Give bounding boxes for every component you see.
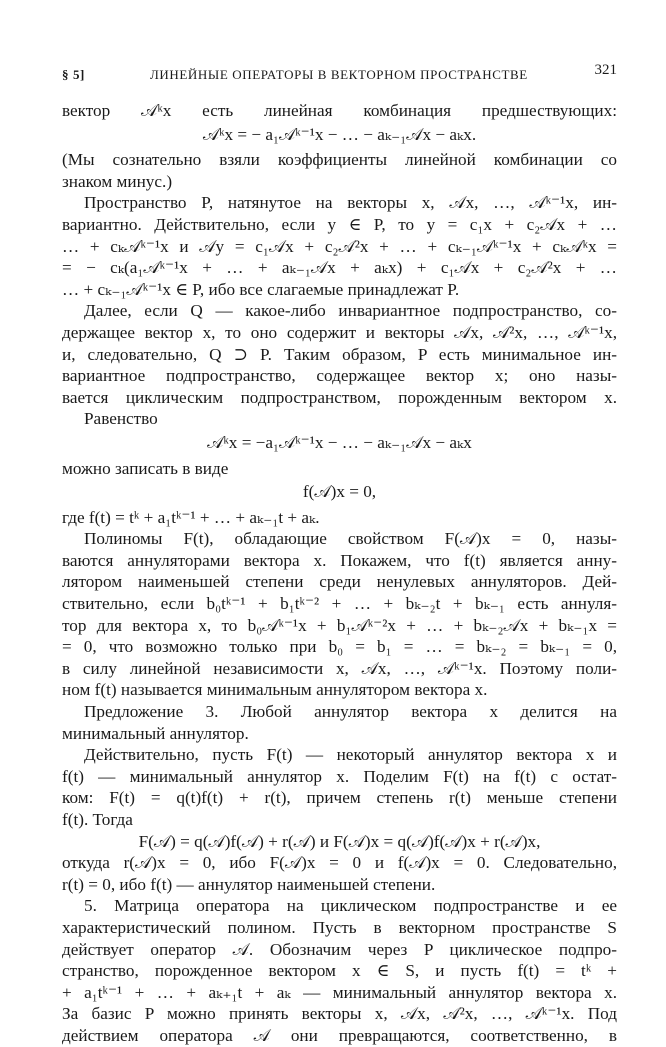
- text-line: ваются аннуляторами вектора x. Покажем, что f(t) является анну-: [62, 550, 617, 570]
- text-line: откуда r(𝒜)x = 0, ибо F(𝒜)x = 0 и f(𝒜)x = 0. Следовательно,: [62, 853, 617, 873]
- formula: 𝒜ᵏx = − a₁𝒜ᵏ⁻¹x − … − aₖ₋₁𝒜x − aₖx.: [202, 124, 477, 144]
- text-line: = 0, что возможно только при b₀ = b₁ = … = bₖ₋₂ = bₖ₋₁ = 0,: [62, 637, 617, 657]
- text-line: тор для вектора x, то b₀𝒜ᵏ⁻¹x + b₁𝒜ᵏ⁻²x + … + bₖ₋₂𝒜x + bₖ₋₁x =: [62, 615, 617, 635]
- text-line: Полиномы F(t), обладающие свойством F(𝒜)x = 0, назы-: [84, 529, 617, 549]
- formula: f(𝒜)x = 0,: [302, 482, 377, 502]
- text-line: и, следовательно, Q ⊃ P. Таким образом, P есть минимальное ин-: [62, 344, 617, 364]
- text-line: За базис P можно принять векторы x, 𝒜x, 𝒜²x, …, 𝒜ᵏ⁻¹x. Под: [62, 1004, 617, 1024]
- text-line: действием оператора 𝒜 они превращаются, соответственно, в: [62, 1025, 617, 1045]
- text-line: странство, порожденное вектором x ∈ S, и пусть f(t) = tᵏ +: [62, 961, 617, 981]
- text-line: Пространство P, натянутое на векторы x, 𝒜x, …, 𝒜ᵏ⁻¹x, ин-: [84, 193, 617, 213]
- formula: 𝒜ᵏx = −a₁𝒜ᵏ⁻¹x − … − aₖ₋₁𝒜x − aₖx: [207, 432, 472, 452]
- running-title: ЛИНЕЙНЫЕ ОПЕРАТОРЫ В ВЕКТОРНОМ ПРОСТРАНСТВЕ: [150, 67, 528, 82]
- text-line: характеристический полином. Пусть в векторном пространстве S: [62, 917, 617, 937]
- proposition-line: Предложение 3. Любой аннулятор вектора x делится на: [84, 702, 617, 722]
- text-line: держащее вектор x, то оно содержит и векторы 𝒜x, 𝒜²x, …, 𝒜ᵏ⁻¹x,: [62, 322, 617, 342]
- text-line: r(t) = 0, ибо f(t) — аннулятор наименьшей степени.: [62, 874, 436, 894]
- text-line: f(t). Тогда: [62, 810, 133, 829]
- text-line: можно записать в виде: [62, 458, 229, 478]
- subsection-heading: 5. Матрица оператора на циклическом подпространстве и ее: [84, 896, 617, 916]
- text-line: Действительно, пусть F(t) — некоторый аннулятор вектора x и: [84, 745, 617, 765]
- text-line: знаком минус.): [62, 171, 173, 191]
- book-page: [62, 58, 617, 1047]
- formula: F(𝒜) = q(𝒜)f(𝒜) + r(𝒜) и F(𝒜)x = q(𝒜)f(𝒜)x + r(𝒜)x,: [138, 831, 541, 851]
- running-header: [62, 58, 617, 80]
- text-line: … + cₖ𝒜ᵏ⁻¹x и 𝒜y = c₁𝒜x + c₂𝒜²x + … + cₖ₋₁𝒜ᵏ⁻¹x + cₖ𝒜ᵏx =: [62, 236, 617, 256]
- text-line: Далее, если Q — какое-либо инвариантное подпространство, со-: [84, 301, 617, 321]
- text-line: ствительно, если b₀tᵏ⁻¹ + b₁tᵏ⁻² + … + bₖ₋₂t + bₖ₋₁ есть аннуля-: [62, 594, 617, 614]
- page-number: 321: [594, 62, 617, 78]
- text-line: ном f(t) называется минимальным аннулятором вектора x.: [62, 680, 488, 700]
- text-line: (Мы сознательно взяли коэффициенты линейной комбинации со: [62, 150, 617, 170]
- text-line: вариантно. Действительно, если y ∈ P, то y = c₁x + c₂𝒜x + …: [62, 214, 617, 234]
- text-line: где f(t) = tᵏ + a₁tᵏ⁻¹ + … + aₖ₋₁t + aₖ.: [62, 507, 320, 527]
- text-line: ком: F(t) = q(t)f(t) + r(t), причем степень r(t) меньше степени: [62, 788, 617, 808]
- text-line: = − cₖ(a₁𝒜ᵏ⁻¹x + … + aₖ₋₁𝒜x + aₖx) + c₁𝒜x + c₂𝒜²x + …: [62, 258, 617, 278]
- text-line: действует оператор 𝒜. Обозначим через P циклическое подпро-: [62, 939, 617, 959]
- text-line: лятором наименьшей степени среди ненулевых аннуляторов. Дей-: [62, 572, 617, 592]
- text-line: Равенство: [84, 409, 158, 429]
- text-line: + a₁tᵏ⁻¹ + … + aₖ₊₁t + aₖ — минимальный аннулятор вектора x.: [62, 982, 617, 1002]
- section-marker: § 5]: [62, 67, 85, 82]
- text-line: f(t) — минимальный аннулятор x. Поделим F(t) на f(t) с остат-: [62, 766, 617, 786]
- text-line: вариантное подпространство, содержащее вектор x; оно назы-: [62, 366, 617, 386]
- text-line: вектор 𝒜ᵏx есть линейная комбинация предшествующих:: [62, 101, 617, 120]
- proposition-line: минимальный аннулятор.: [62, 723, 249, 743]
- text-line: … + cₖ₋₁𝒜ᵏ⁻¹x ∈ P, ибо все слагаемые принадлежат P.: [62, 279, 460, 299]
- text-line: вается циклическим подпространством, порожденным вектором x.: [62, 387, 617, 407]
- text-line: в силу линейной независимости x, 𝒜x, …, 𝒜ᵏ⁻¹x. Поэтому поли-: [62, 658, 617, 678]
